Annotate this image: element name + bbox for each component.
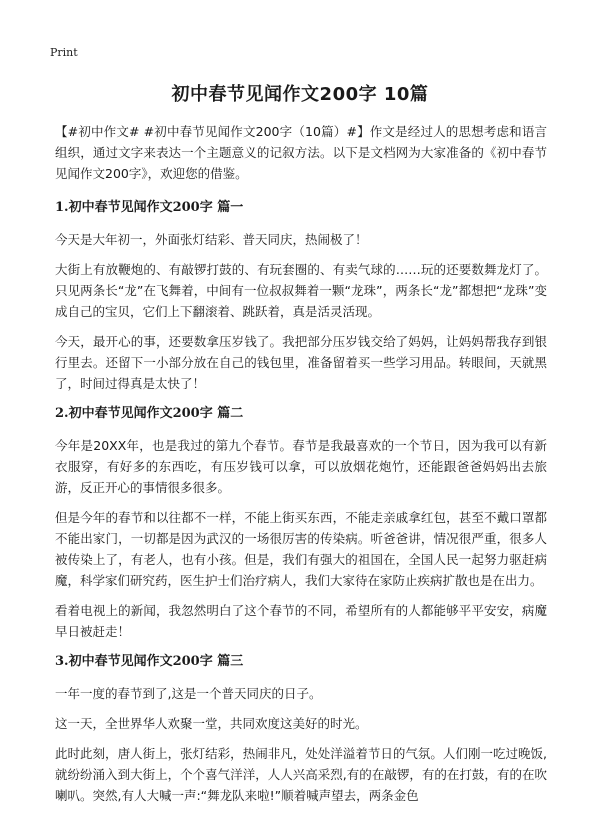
section-heading: 1.初中春节见闻作文200字 篇一	[55, 200, 244, 215]
paragraph: 今天是大年初一，外面张灯结彩、普天同庆，热闹极了！	[55, 232, 368, 247]
section-heading: 3.初中春节见闻作文200字 篇三	[55, 654, 244, 669]
intro-paragraph: 【#初中作文# #初中春节见闻作文200字（10篇）#】作文是经过人的思想考虑和语言组织，通过文字来表达一个主题意义的记叙方法。以下是文档网为大家准备的《初中春节见闻作文200字》，欢迎您的借鉴。	[55, 124, 547, 181]
paragraph: 但是今年的春节和以往都不一样，不能上街买东西，不能走亲戚拿红包，甚至不戴口罩都不能出家门，一切都是因为武汉的一场很厉害的传染病。听爸爸讲，情况很严重，很多人被传染上了，有老人，也有小孩。但是，我们有强大的祖国在，全国人民一起努力驱赶病魔，科学家们研究药，医生护士们治疗病人，我们大家待在家防止疾病扩散也是在出力。	[55, 510, 547, 588]
paragraph: 今天，最开心的事，还要数拿压岁钱了。我把部分压岁钱交给了妈妈，让妈妈帮我存到银行里去。还留下一小部分放在自己的钱包里，准备留着买一些学习用品。转眼间，天就黑了，时间过得真是太快了！	[55, 334, 547, 391]
section-1	[55, 198, 547, 394]
paragraph: 这一天，全世界华人欢聚一堂，共同欢度这美好的时光。	[55, 716, 368, 731]
paragraph: 一年一度的春节到了,这是一个普天同庆的日子。	[55, 686, 322, 701]
section-3	[55, 652, 547, 806]
print-link[interactable]: Print	[50, 46, 78, 59]
page-title: 初中春节见闻作文200字 10篇	[171, 84, 429, 105]
section-2	[55, 404, 547, 642]
paragraph: 看着电视上的新闻，我忽然明白了这个春节的不同，希望所有的人都能够平平安安，病魔早日被赶走！	[55, 603, 547, 639]
section-heading: 2.初中春节见闻作文200字 篇二	[55, 406, 244, 421]
article-body	[55, 121, 547, 815]
paragraph: 今年是20XX年，也是我过的第九个春节。春节是我最喜欢的一个节日，因为我可以有新衣服穿，有好多的东西吃，有压岁钱可以拿，可以放烟花炮竹，还能跟爸爸妈妈出去旅游，反正开心的事情很多很多。	[55, 438, 547, 495]
paragraph: 大街上有放鞭炮的、有敲锣打鼓的、有玩套圈的、有卖气球的……玩的还要数舞龙灯了。只见两条长“龙”在飞舞着，中间有一位叔叔舞着一颗“龙珠”，两条长“龙”都想把“龙珠”变成自己的宝贝，它们上下翻滚着、跳跃着，真是活灵活现。	[55, 262, 547, 319]
paragraph: 此时此刻，唐人街上，张灯结彩，热闹非凡，处处洋溢着节日的气氛。人们刚一吃过晚饭,就纷纷涌入到大街上，个个喜气洋洋，人人兴高采烈,有的在敲锣，有的在打鼓，有的在吹喇叭。突然,有人大喊一声:“舞龙队来啦!”顺着喊声望去，两条金色	[55, 746, 547, 803]
